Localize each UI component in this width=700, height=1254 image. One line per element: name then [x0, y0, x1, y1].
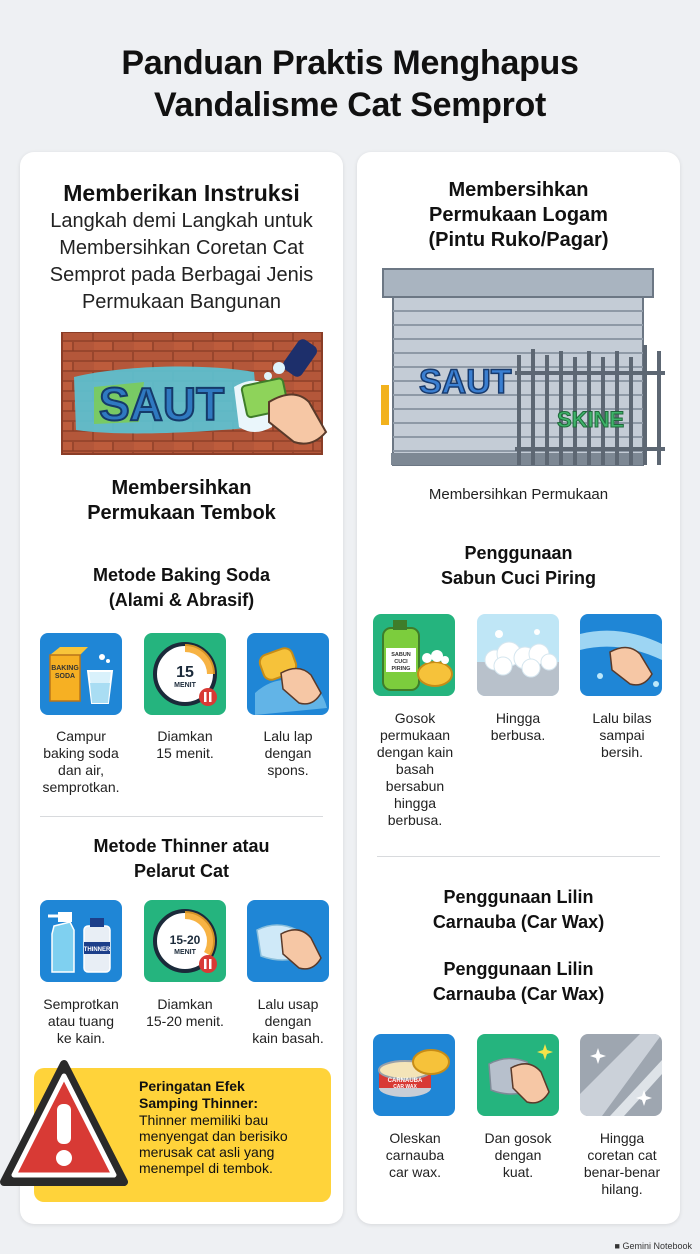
caption-line: 15-20 menit. [146, 1013, 224, 1029]
wax-heading-2 [357, 957, 680, 1007]
timer-15-20-value: 15-20 [169, 933, 201, 947]
thinner-caption-2 [130, 996, 240, 1030]
wall-section-line: Membersihkan [111, 477, 252, 499]
metal-section-line: Membersihkan [448, 179, 589, 201]
caption-line: Oleskan [389, 1130, 441, 1146]
page-title-line-1: Panduan Praktis Menghapus [121, 44, 579, 82]
thinner-caption-3 [234, 996, 342, 1047]
warning-body-line: menyengat dan berisiko [139, 1128, 288, 1144]
caption-line: basah [395, 761, 435, 777]
caption-line: permukaan [379, 727, 451, 743]
warning-body-line: menempel di tembok. [139, 1160, 273, 1176]
graffiti-text: SAUT [99, 378, 225, 430]
car-wax-tin-icon [373, 1034, 455, 1116]
caption-line: hilang. [601, 1181, 643, 1197]
warning-body [139, 1112, 324, 1176]
soap-title-line: Sabun Cuci Piring [440, 568, 596, 588]
metal-section-line: (Pintu Ruko/Pagar) [428, 229, 609, 251]
timer-15-icon [144, 633, 226, 715]
shine-surface-icon [580, 1034, 662, 1116]
metal-section-line: Permukaan Logam [429, 204, 608, 226]
caption-line: ke kain. [56, 1030, 106, 1046]
notebook-icon: ■ [614, 1241, 620, 1251]
wax-heading-1 [357, 885, 680, 935]
soap-bottle-label: PIRING [391, 666, 411, 672]
caption-line: dengan [264, 1013, 312, 1029]
caption-line: bersabun [385, 778, 445, 794]
footer-text: Gemini Notebook [622, 1241, 692, 1251]
warning-triangle-icon [0, 1058, 128, 1192]
instructions-subtitle [20, 208, 343, 316]
caption-line: dengan [494, 1147, 542, 1163]
page-title [0, 42, 700, 126]
timer-15-20-icon [144, 900, 226, 982]
thinner-title [20, 834, 343, 884]
baking-title-line: (Alami & Abrasif) [108, 590, 255, 610]
baking-caption-2 [130, 728, 240, 762]
timer-15-20-unit: MENIT [174, 949, 196, 956]
soap-caption-2 [463, 710, 573, 744]
thinner-bottle-icon [40, 900, 122, 982]
baking-box-label: BAKING [51, 665, 79, 672]
caption-line: Diamkan [157, 996, 213, 1012]
soap-title-line: Penggunaan [464, 543, 573, 563]
caption-line: kuat. [502, 1164, 534, 1180]
caption-line: atau tuang [47, 1013, 115, 1029]
wax-caption-1 [357, 1130, 473, 1181]
caption-line: coretan cat [587, 1147, 657, 1163]
warning-body-line: merusak cat asli yang [139, 1144, 275, 1160]
caption-line: baking soda [43, 745, 119, 761]
wax-caption-2 [463, 1130, 573, 1181]
subtitle-line: Langkah demi Langkah untuk [50, 210, 313, 232]
baking-caption-3 [234, 728, 342, 779]
caption-line: dengan [264, 745, 312, 761]
caption-line: semprotkan. [42, 779, 120, 795]
dish-soap-icon [373, 614, 455, 696]
thinner-title-line: Metode Thinner atau [93, 836, 270, 856]
thinner-title-line: Pelarut Cat [133, 861, 230, 881]
foam-bubbles-icon [477, 614, 559, 696]
caption-line: carnauba [385, 1147, 445, 1163]
wax-caption-3 [567, 1130, 677, 1198]
warning-title [139, 1078, 324, 1112]
caption-line: Lalu lap [263, 728, 313, 744]
wax-heading-line: Penggunaan Lilin [443, 887, 594, 907]
wax-tin-label: CAR WAX [393, 1084, 417, 1090]
section-divider [40, 816, 323, 817]
subtitle-line: Semprot pada Berbagai Jenis [49, 264, 314, 286]
brick-wall-illustration [54, 332, 334, 457]
wax-heading-line: Carnauba (Car Wax) [432, 984, 605, 1004]
caption-line: hingga [393, 795, 437, 811]
shutter-graffiti: SAUT [419, 363, 512, 401]
polish-cloth-icon [477, 1034, 559, 1116]
page-title-line-2: Vandalisme Cat Semprot [153, 86, 547, 124]
shutter-gate-illustration [381, 265, 671, 470]
gate-graffiti: SKINE [557, 407, 625, 432]
section-divider [377, 856, 660, 857]
caption-line: Lalu bilas [592, 710, 652, 726]
caption-line: Dan gosok [484, 1130, 552, 1146]
caption-line: spons. [267, 762, 309, 778]
caption-line: 15 menit. [156, 745, 214, 761]
timer-15-unit: MENIT [174, 682, 196, 689]
wax-heading-line: Carnauba (Car Wax) [432, 912, 605, 932]
caption-line: Campur [56, 728, 106, 744]
wall-section-line: Permukaan Tembok [87, 502, 276, 524]
thinner-caption-1 [26, 996, 136, 1047]
wax-heading-line: Penggunaan Lilin [443, 959, 594, 979]
caption-line: berbusa. [490, 727, 546, 743]
caption-line: dan air, [58, 762, 104, 778]
metal-section-title [357, 178, 680, 253]
rinse-water-icon [580, 614, 662, 696]
caption-line: Diamkan [157, 728, 213, 744]
warning-title-line: Peringatan Efek [139, 1078, 245, 1094]
caption-line: benar-benar [583, 1164, 661, 1180]
caption-line: kain basah. [252, 1030, 324, 1046]
subtitle-line: Permukaan Bangunan [81, 291, 282, 313]
caption-line: Lalu usap [257, 996, 319, 1012]
warning-body-line: Thinner memiliki bau [139, 1112, 269, 1128]
baking-box-label: SODA [54, 673, 76, 680]
caption-line: bersih. [600, 744, 644, 760]
sponse-wipe-icon [247, 633, 329, 715]
right-card [357, 152, 680, 1224]
thinner-bottle-label: THINNER [83, 947, 111, 953]
instructions-heading: Memberikan Instruksi [63, 180, 300, 206]
soap-bottle-label: CUCI [394, 659, 408, 665]
caption-line: dengan kain [376, 744, 454, 760]
footer-credit [615, 1241, 693, 1251]
caption-line: Semprotkan [43, 996, 119, 1012]
soap-bottle-label: SABUN [391, 652, 411, 658]
soap-title [357, 541, 680, 591]
caption-line: Gosok [394, 710, 436, 726]
wall-section-title [20, 476, 343, 526]
soap-caption-3 [567, 710, 677, 761]
soap-caption-1 [357, 710, 473, 829]
baking-caption-1 [24, 728, 138, 796]
baking-soda-title [20, 563, 343, 613]
metal-image-caption: Membersihkan Permukaan [428, 486, 609, 503]
caption-line: Hingga [599, 1130, 645, 1146]
caption-line: Hingga [495, 710, 541, 726]
wax-tin-label: CARNAUBA [387, 1078, 423, 1084]
subtitle-line: Membersihkan Coretan Cat [59, 237, 304, 259]
caption-line: sampai [599, 727, 645, 743]
baking-soda-icon [40, 633, 122, 715]
caption-line: car wax. [388, 1164, 442, 1180]
timer-15-value: 15 [176, 664, 194, 681]
caption-line: berbusa. [387, 812, 443, 828]
wet-cloth-wipe-icon [247, 900, 329, 982]
warning-title-line: Samping Thinner: [139, 1095, 258, 1111]
baking-title-line: Metode Baking Soda [92, 565, 271, 585]
